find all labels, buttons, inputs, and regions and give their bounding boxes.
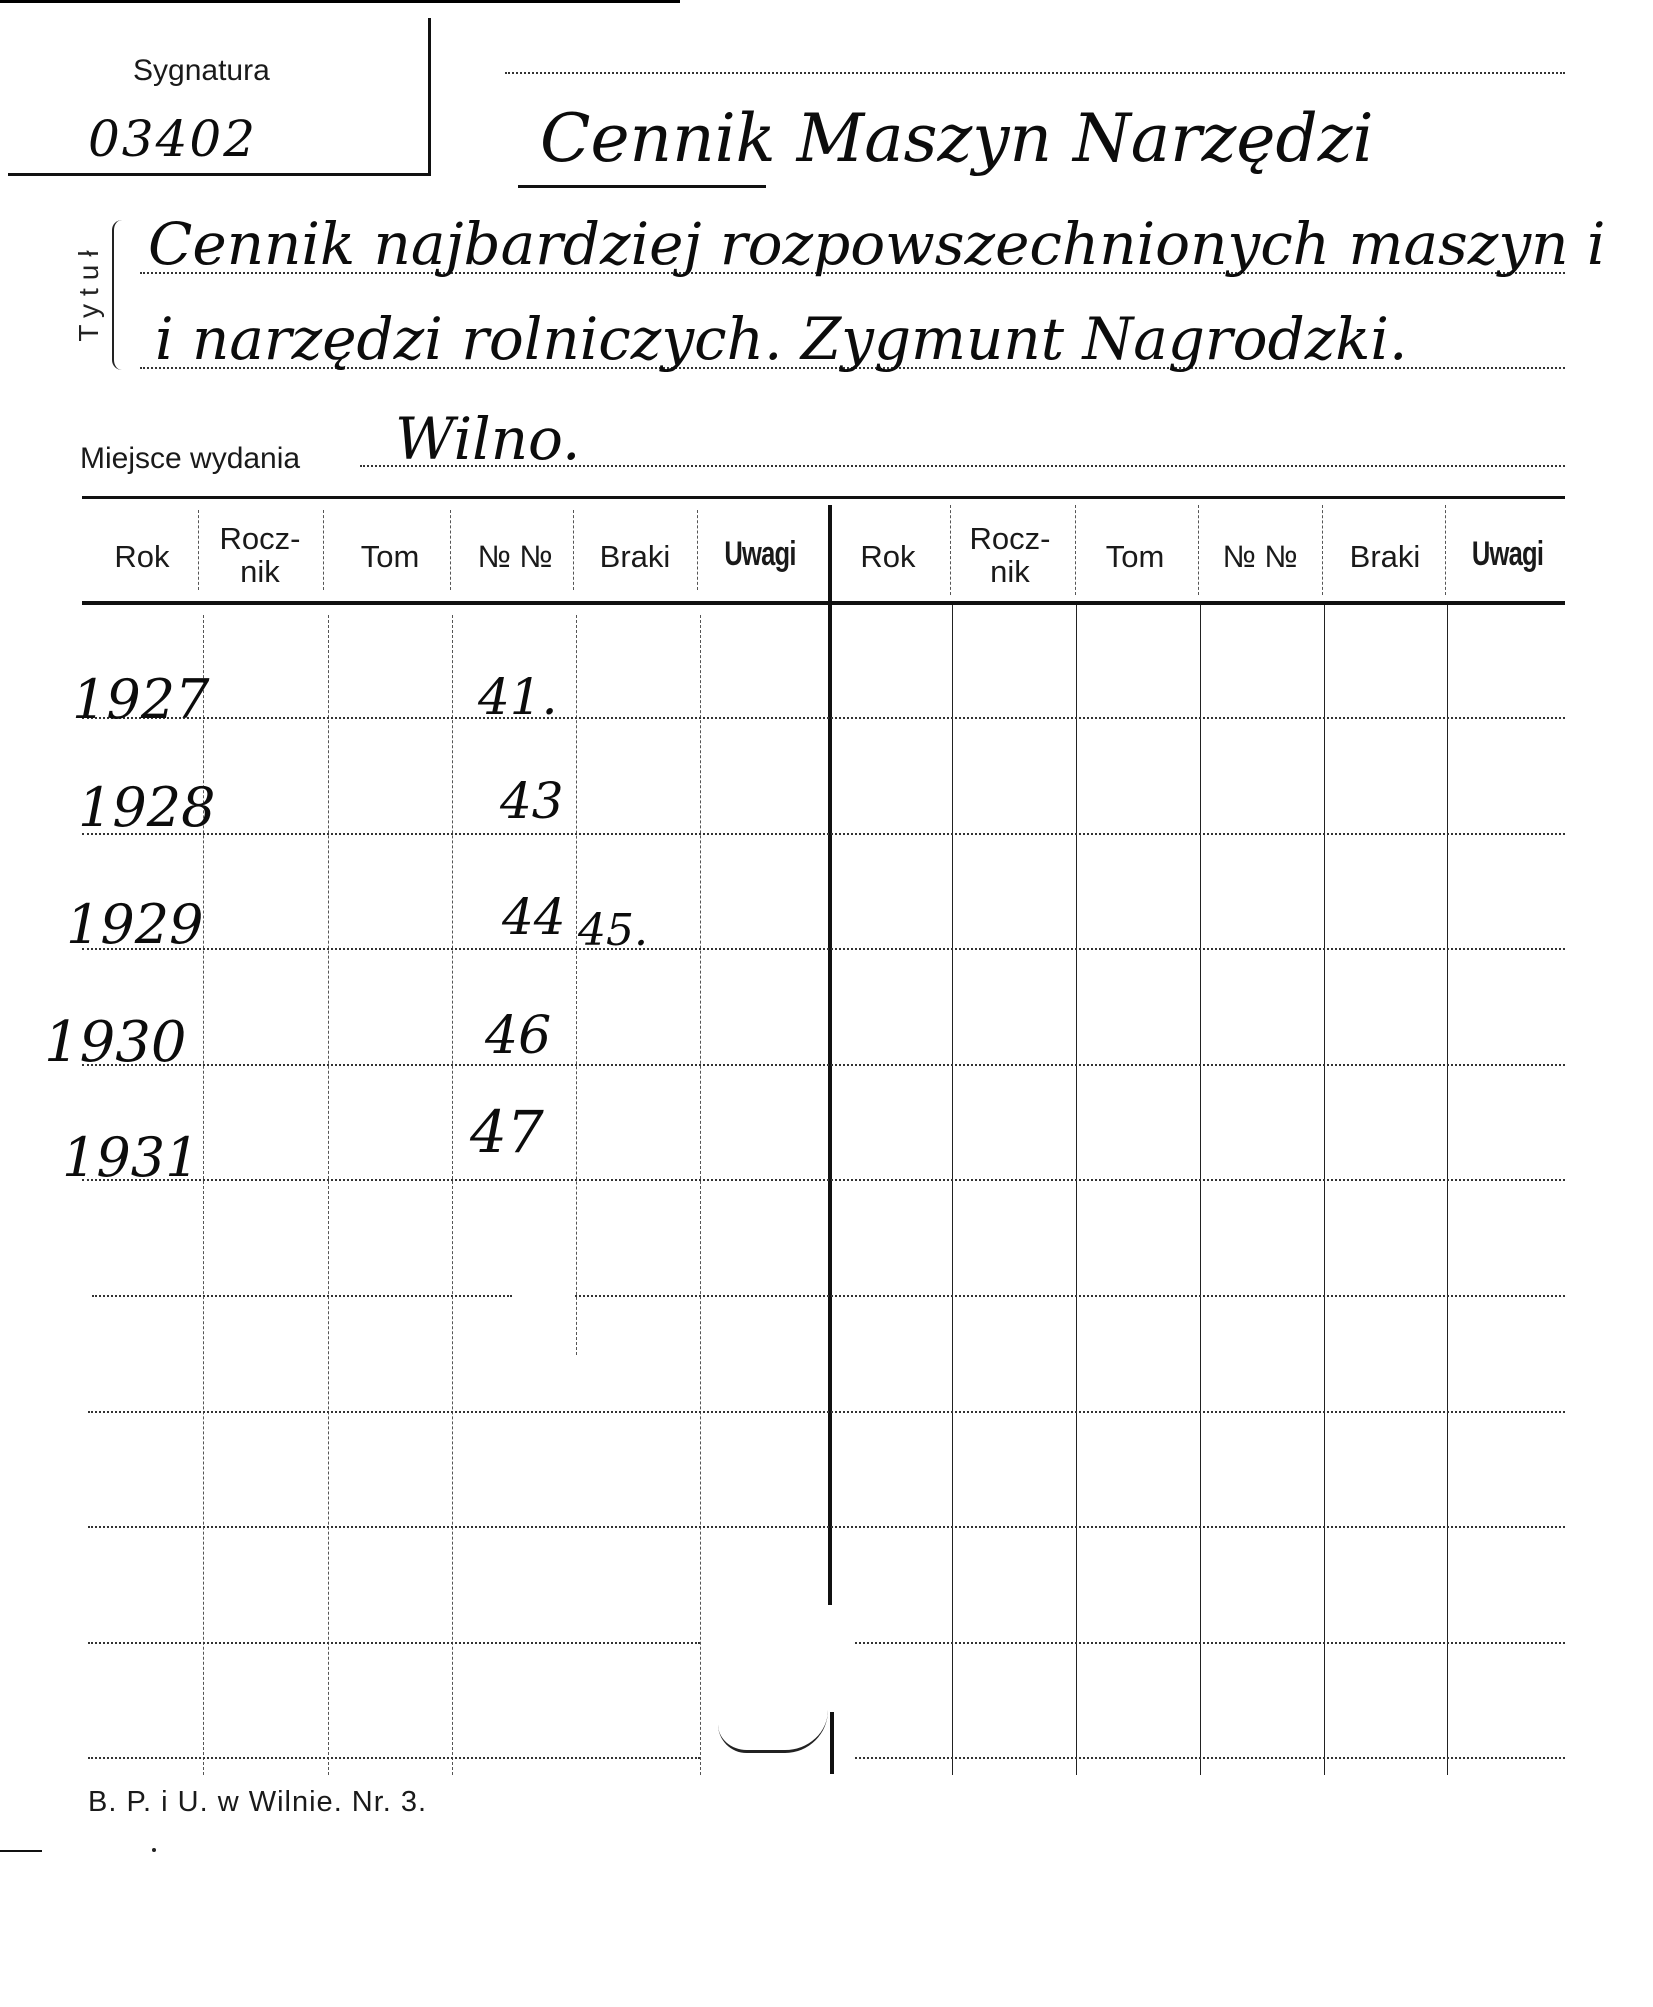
row-rule xyxy=(82,1064,1565,1066)
row-rule xyxy=(855,1642,1565,1644)
body-sep xyxy=(452,615,453,1775)
row-rule xyxy=(88,1526,1565,1528)
col-header-tom-right xyxy=(1075,540,1195,573)
row-1929-rok: 1929 xyxy=(66,893,204,956)
col-header-tom-text: Tom xyxy=(360,539,420,574)
title-brace xyxy=(112,220,130,370)
place-value: Wilno. xyxy=(395,405,581,473)
signature-box xyxy=(8,18,431,176)
col-header-rok-right-text: Rok xyxy=(860,539,916,574)
col-header-rocznik-text: Rocz- nik xyxy=(219,521,301,589)
title-label-text: Tytuł xyxy=(73,242,104,342)
row-rule xyxy=(88,1757,700,1759)
body-sep xyxy=(1200,605,1201,1775)
row-rule xyxy=(855,1757,1565,1759)
title-line-2: i narzędzi rolniczych. Zygmunt Nagrodzki. xyxy=(155,305,1408,373)
signature-value: 03402 xyxy=(88,110,258,168)
col-header-numery xyxy=(455,540,575,573)
table-center-divider xyxy=(828,505,832,1605)
heading-dotline xyxy=(505,72,1565,74)
row-rule xyxy=(82,717,1565,719)
row-1931-rok: 1931 xyxy=(62,1126,200,1189)
col-header-uwagi-text: Uwagi xyxy=(724,535,796,573)
col-header-numery-text: № № xyxy=(477,539,553,574)
header-sep xyxy=(1445,505,1446,595)
row-rule xyxy=(575,1295,1565,1297)
col-header-numery-right xyxy=(1200,540,1320,573)
body-sep xyxy=(576,615,577,1355)
table-header-rule xyxy=(82,601,1565,605)
col-header-braki xyxy=(580,540,690,573)
col-header-braki-right xyxy=(1325,540,1445,573)
col-header-uwagi xyxy=(715,535,805,573)
header-sep xyxy=(573,510,574,590)
row-1930-rok: 1930 xyxy=(44,1010,187,1075)
header-sep xyxy=(1198,505,1199,595)
header-sep xyxy=(1322,505,1323,595)
row-1929-braki: 45. xyxy=(578,905,648,956)
row-1929-numery: 44 xyxy=(502,888,566,946)
top-border xyxy=(0,0,680,3)
body-sep xyxy=(1447,605,1448,1775)
col-header-braki-text: Braki xyxy=(599,539,671,574)
col-header-rocznik-right-text: Rocz- nik xyxy=(969,521,1051,589)
row-1930-numery: 46 xyxy=(485,1006,552,1066)
heading-handwritten: Cennik Maszyn Narzędzi xyxy=(540,100,1374,177)
col-header-rok xyxy=(92,540,192,573)
col-header-uwagi-right-text: Uwagi xyxy=(1471,535,1544,573)
row-1927-numery: 41. xyxy=(478,668,558,726)
row-1928-numery: 43 xyxy=(500,772,564,830)
col-header-braki-right-text: Braki xyxy=(1349,539,1421,574)
title-label xyxy=(62,218,106,368)
table-top-rule xyxy=(82,496,1565,499)
body-sep xyxy=(1076,605,1077,1775)
row-1927-rok: 1927 xyxy=(72,668,210,731)
header-sep xyxy=(1075,505,1076,595)
col-header-tom xyxy=(330,540,450,573)
col-header-rok-text: Rok xyxy=(114,539,170,574)
row-rule xyxy=(82,1179,1565,1181)
signature-label: Sygnatura xyxy=(133,54,270,87)
row-rule xyxy=(88,1411,1565,1413)
body-sep xyxy=(700,615,701,1775)
row-rule xyxy=(92,1295,512,1297)
body-sep xyxy=(1324,605,1325,1775)
header-sep xyxy=(950,505,951,595)
col-header-rok-right xyxy=(838,540,938,573)
edge-mark xyxy=(0,1850,42,1852)
row-1931-numery: 47 xyxy=(470,1098,544,1166)
col-header-rocznik xyxy=(200,522,320,588)
body-sep xyxy=(328,615,329,1775)
row-rule xyxy=(82,948,1565,950)
table-bottom-notch xyxy=(718,1710,828,1753)
col-header-rocznik-right xyxy=(950,522,1070,588)
ink-dot xyxy=(152,1848,156,1852)
header-sep xyxy=(323,510,324,590)
header-sep xyxy=(697,510,698,590)
col-header-tom-right-text: Tom xyxy=(1105,539,1165,574)
place-label: Miejsce wydania xyxy=(80,442,301,475)
header-sep xyxy=(450,510,451,590)
col-header-uwagi-right xyxy=(1461,535,1555,573)
body-sep xyxy=(952,605,953,1775)
row-rule xyxy=(88,1642,700,1644)
row-1928-rok: 1928 xyxy=(78,776,216,839)
heading-underline xyxy=(518,185,766,188)
title-line-1: Cennik najbardziej rozpowszechnionych maszyn i xyxy=(148,210,1606,278)
row-rule xyxy=(82,833,1565,835)
table-bottom-stub xyxy=(830,1712,834,1774)
header-sep xyxy=(198,510,199,590)
col-header-numery-right-text: № № xyxy=(1222,539,1298,574)
printer-footer: B. P. i U. w Wilnie. Nr. 3. xyxy=(88,1786,428,1818)
